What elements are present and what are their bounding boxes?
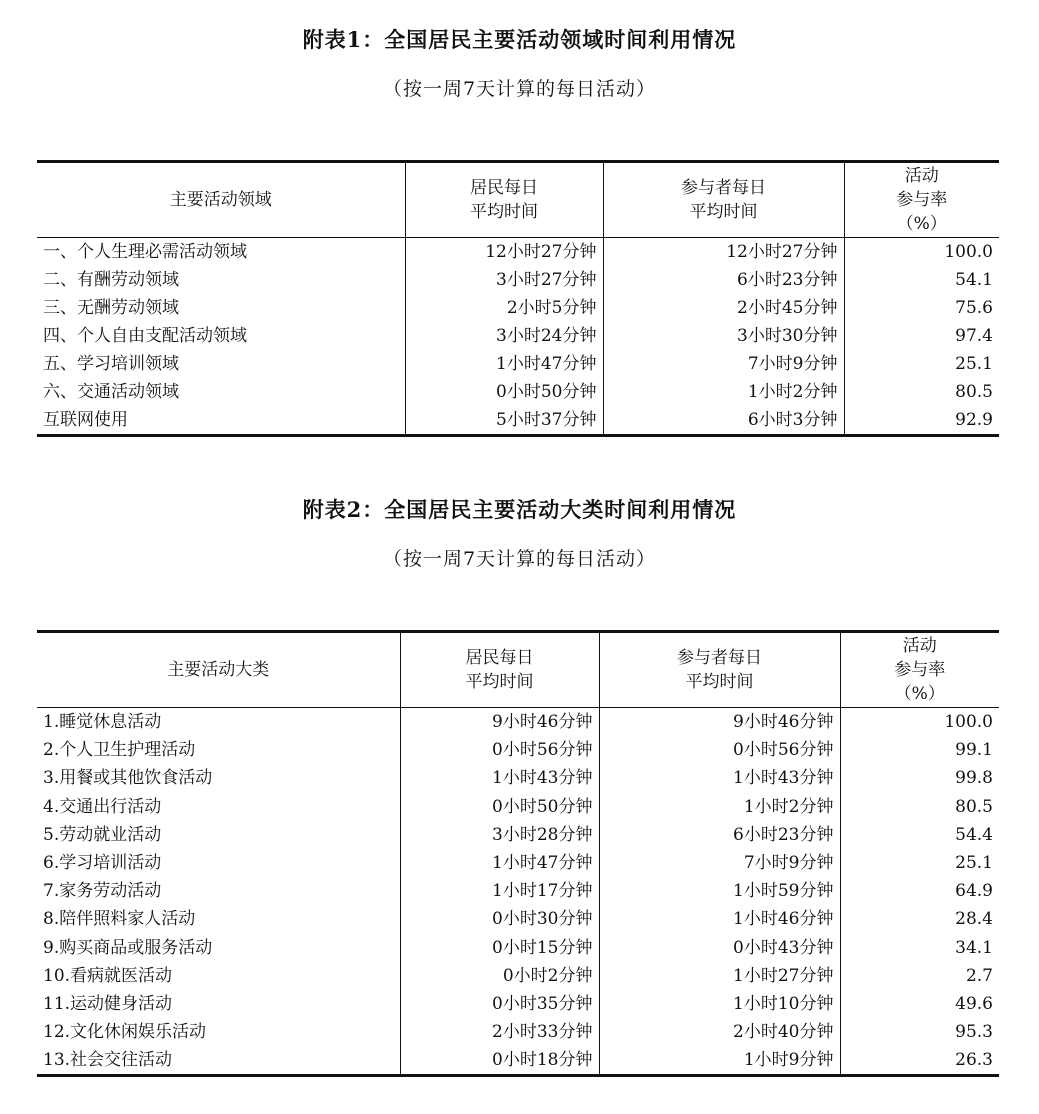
table-row [37, 877, 999, 905]
table1-subtitle: （按一周7天计算的每日活动） [382, 78, 657, 100]
table-row [37, 1046, 999, 1076]
row-participation-rate: 64.9 [840, 877, 999, 905]
row-participant-time: 0小时43分钟 [599, 934, 840, 962]
row-name: 9.购买商品或服务活动 [43, 937, 213, 958]
row-name: 11.运动健身活动 [43, 993, 173, 1014]
table-row [37, 708, 999, 737]
table-row [37, 266, 999, 294]
table-row [37, 378, 999, 406]
row-participant-time: 6小时23分钟 [603, 266, 844, 294]
row-resident-time: 12小时27分钟 [405, 238, 603, 267]
row-participation-rate: 2.7 [840, 962, 999, 990]
row-resident-time: 1小时47分钟 [405, 350, 603, 378]
table-row [37, 736, 999, 764]
row-participant-time: 9小时46分钟 [599, 708, 840, 737]
row-name: 10.看病就医活动 [43, 965, 173, 986]
table-row [37, 238, 999, 267]
row-participant-time: 7小时9分钟 [603, 350, 844, 378]
row-participation-rate: 34.1 [840, 934, 999, 962]
row-resident-time: 5小时37分钟 [405, 406, 603, 436]
table-row [37, 934, 999, 962]
table-row [37, 821, 999, 849]
row-participation-rate: 80.5 [840, 793, 999, 821]
row-participation-rate: 26.3 [840, 1046, 999, 1076]
table2-header-category: 主要活动大类 [167, 660, 270, 680]
row-resident-time: 0小时15分钟 [400, 934, 599, 962]
table1-title: 附表1：全国居民主要活动领域时间利用情况 [302, 27, 737, 52]
row-resident-time: 0小时56分钟 [400, 736, 599, 764]
row-name: 三、无酬劳动领域 [43, 298, 179, 318]
row-participant-time: 1小时2分钟 [599, 793, 840, 821]
row-participant-time: 1小时2分钟 [603, 378, 844, 406]
row-participant-time: 1小时43分钟 [599, 764, 840, 792]
row-resident-time: 3小时28分钟 [400, 821, 599, 849]
row-participant-time: 12小时27分钟 [603, 238, 844, 267]
table-row [37, 406, 999, 436]
row-resident-time: 2小时5分钟 [405, 294, 603, 322]
table2-title: 附表2：全国居民主要活动大类时间利用情况 [302, 497, 737, 522]
table-row [37, 793, 999, 821]
row-participation-rate: 92.9 [844, 406, 999, 436]
row-name: 四、个人自由支配活动领域 [43, 326, 247, 346]
row-participation-rate: 54.4 [840, 821, 999, 849]
row-name: 互联网使用 [43, 410, 128, 430]
table1-header-participation-rate: 活动 参与率 （%） [844, 162, 999, 238]
row-participation-rate: 54.1 [844, 266, 999, 294]
row-resident-time: 1小时17分钟 [400, 877, 599, 905]
row-name: 2.个人卫生护理活动 [43, 740, 196, 761]
row-name: 6.学习培训活动 [43, 853, 162, 874]
row-participation-rate: 75.6 [844, 294, 999, 322]
row-participant-time: 2小时40分钟 [599, 1018, 840, 1046]
table-row [37, 990, 999, 1018]
row-name: 1.睡觉休息活动 [43, 712, 162, 733]
row-participant-time: 6小时3分钟 [603, 406, 844, 436]
row-resident-time: 0小时50分钟 [405, 378, 603, 406]
row-participant-time: 7小时9分钟 [599, 849, 840, 877]
row-participation-rate: 97.4 [844, 322, 999, 350]
row-name: 3.用餐或其他饮食活动 [43, 768, 213, 789]
row-name: 12.文化休闲娱乐活动 [43, 1022, 207, 1043]
table-row [37, 764, 999, 792]
row-participation-rate: 99.8 [840, 764, 999, 792]
row-participant-time: 1小时9分钟 [599, 1046, 840, 1076]
table1-header-participant-time: 参与者每日 平均时间 [603, 162, 844, 238]
row-resident-time: 3小时24分钟 [405, 322, 603, 350]
row-resident-time: 1小时47分钟 [400, 849, 599, 877]
row-participant-time: 1小时27分钟 [599, 962, 840, 990]
row-participation-rate: 99.1 [840, 736, 999, 764]
table2-subtitle: （按一周7天计算的每日活动） [382, 548, 657, 570]
row-name: 一、个人生理必需活动领域 [43, 242, 247, 262]
row-name: 二、有酬劳动领域 [43, 270, 179, 290]
table2-header-participation-rate: 活动 参与率 （%） [840, 632, 999, 708]
table-row [37, 1018, 999, 1046]
row-name: 8.陪伴照料家人活动 [43, 909, 196, 930]
row-participant-time: 0小时56分钟 [599, 736, 840, 764]
table-row [37, 294, 999, 322]
row-resident-time: 2小时33分钟 [400, 1018, 599, 1046]
row-participant-time: 1小时46分钟 [599, 905, 840, 933]
row-participation-rate: 95.3 [840, 1018, 999, 1046]
row-participation-rate: 100.0 [840, 708, 999, 737]
table-row [37, 849, 999, 877]
row-name: 7.家务劳动活动 [43, 881, 162, 902]
row-participant-time: 2小时45分钟 [603, 294, 844, 322]
table-row [37, 962, 999, 990]
row-participation-rate: 25.1 [840, 849, 999, 877]
row-name: 六、交通活动领域 [43, 382, 179, 402]
row-participation-rate: 80.5 [844, 378, 999, 406]
row-resident-time: 9小时46分钟 [400, 708, 599, 737]
row-participant-time: 3小时30分钟 [603, 322, 844, 350]
row-name: 五、学习培训领域 [43, 354, 179, 374]
table-row [37, 322, 999, 350]
table1-header-resident-time: 居民每日 平均时间 [405, 162, 603, 238]
row-resident-time: 0小时2分钟 [400, 962, 599, 990]
row-resident-time: 1小时43分钟 [400, 764, 599, 792]
row-resident-time: 0小时18分钟 [400, 1046, 599, 1076]
row-name: 4.交通出行活动 [43, 796, 162, 817]
row-participation-rate: 28.4 [840, 905, 999, 933]
table-row [37, 350, 999, 378]
row-resident-time: 0小时50分钟 [400, 793, 599, 821]
table1-header-domain: 主要活动领域 [169, 190, 272, 210]
row-resident-time: 3小时27分钟 [405, 266, 603, 294]
table1-header-row [37, 162, 999, 238]
row-name: 5.劳动就业活动 [43, 824, 162, 845]
table-row [37, 905, 999, 933]
row-participant-time: 6小时23分钟 [599, 821, 840, 849]
row-participation-rate: 100.0 [844, 238, 999, 267]
table1 [37, 160, 999, 437]
row-resident-time: 0小时35分钟 [400, 990, 599, 1018]
row-participation-rate: 25.1 [844, 350, 999, 378]
row-name: 13.社会交往活动 [43, 1050, 173, 1071]
table1-body [37, 238, 999, 436]
table2-header-participant-time: 参与者每日 平均时间 [599, 632, 840, 708]
row-participant-time: 1小时10分钟 [599, 990, 840, 1018]
table2-header-row [37, 632, 999, 708]
row-participant-time: 1小时59分钟 [599, 877, 840, 905]
row-participation-rate: 49.6 [840, 990, 999, 1018]
table2-header-resident-time: 居民每日 平均时间 [400, 632, 599, 708]
table2 [37, 630, 999, 1077]
table2-body [37, 708, 999, 1076]
row-resident-time: 0小时30分钟 [400, 905, 599, 933]
